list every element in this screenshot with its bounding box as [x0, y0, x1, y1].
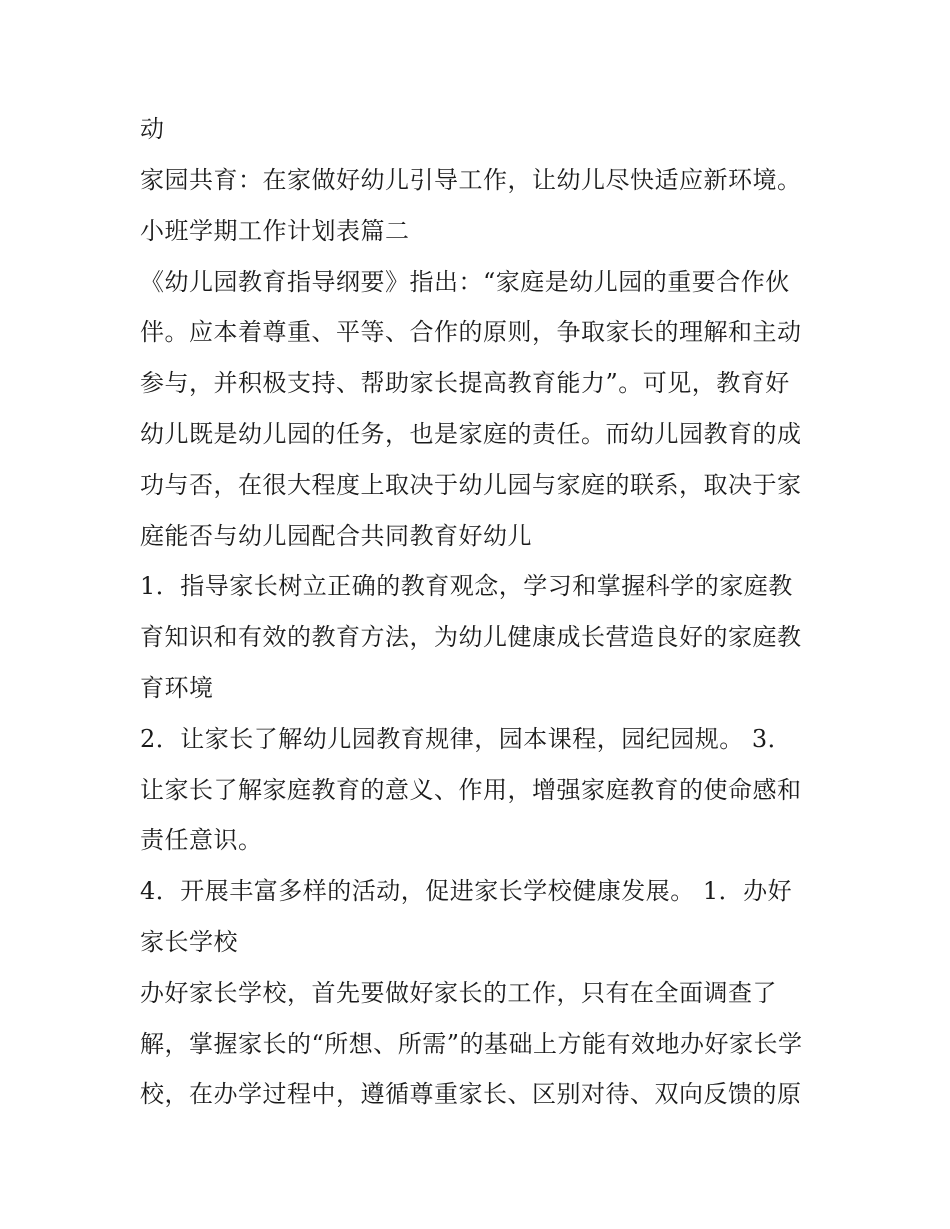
text-line-8: 功与否，在很大程度上取决于幼儿园与家庭的联系，取决于家 [140, 471, 802, 499]
text-line-19: 解，掌握家长的“所想、所需”的基础上方能有效地办好家长学 [140, 1030, 803, 1058]
text-line-9: 庭能否与幼儿园配合共同教育好幼儿 [140, 522, 532, 550]
text-line-10: 1．指导家长树立正确的教育观念，学习和掌握科学的家庭教 [140, 572, 793, 600]
text-line-18: 办好家长学校，首先要做好家长的工作，只有在全面调查了 [140, 979, 777, 1007]
text-line-12: 育环境 [140, 674, 214, 702]
text-line-5: 伴。应本着尊重、平等、合作的原则，争取家长的理解和主动 [140, 318, 802, 346]
text-line-14: 让家长了解家庭教育的意义、作用，增强家庭教育的使命感和 [140, 776, 802, 804]
text-line-11: 育知识和有效的教育方法，为幼儿健康成长营造良好的家庭教 [140, 623, 802, 651]
text-line-13: 2．让家长了解幼儿园教育规律，园本课程，园纪园规。 3． [140, 725, 793, 753]
text-line-1: 动 [140, 115, 165, 143]
text-line-20: 校，在办学过程中，遵循尊重家长、区别对待、双向反馈的原 [140, 1080, 802, 1108]
text-line-15: 责任意识。 [140, 826, 263, 854]
text-line-17: 家长学校 [140, 928, 238, 956]
text-line-6: 参与，并积极支持、帮助家长提高教育能力”。可见，教育好 [140, 369, 790, 397]
text-line-2: 家园共育：在家做好幼儿引导工作，让幼儿尽快适应新环境。 [140, 166, 802, 194]
text-line-4: 《幼儿园教育指导纲要》指出：“家庭是幼儿园的重要合作伙 [140, 268, 790, 296]
text-line-16: 4．开展丰富多样的活动，促进家长学校健康发展。 1．办好 [140, 877, 793, 905]
text-line-7: 幼儿既是幼儿园的任务，也是家庭的责任。而幼儿园教育的成 [140, 420, 802, 448]
section-heading: 小班学期工作计划表篇二 [140, 217, 410, 245]
